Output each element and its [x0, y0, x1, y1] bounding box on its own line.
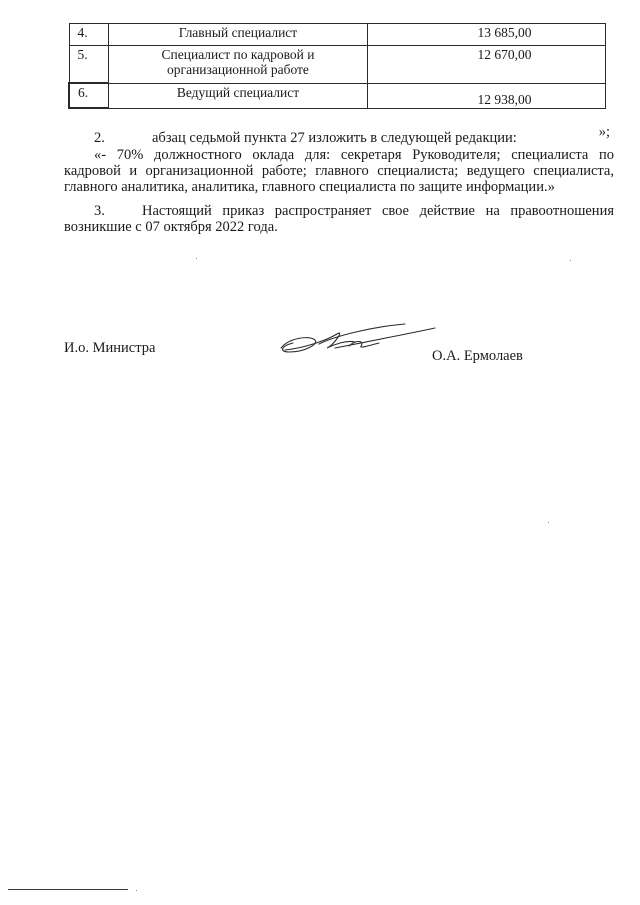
row-number: 5. [69, 46, 109, 84]
scan-speck [548, 522, 549, 523]
closing-quote-mark: »; [598, 124, 610, 140]
row-number: 6. [69, 83, 109, 108]
table-row [69, 83, 606, 108]
salary-table [68, 23, 606, 109]
salary-amount: 12 938,00 [368, 83, 606, 108]
position-name: Ведущий специалист [109, 83, 368, 108]
row-number: 4. [69, 24, 109, 46]
table-row [69, 46, 606, 84]
item-text: абзац седьмой пункта 27 изложить в следующей редакции: [152, 130, 517, 146]
position-name-line: Специалист по кадровой и [161, 47, 315, 62]
position-name-line: организационной работе [167, 62, 309, 77]
position-name [109, 46, 368, 84]
item-number: 3. [94, 203, 105, 219]
item-3 [64, 203, 614, 235]
handwritten-signature [275, 318, 440, 360]
item-2 [64, 130, 614, 146]
salary-amount: 12 670,00 [368, 46, 606, 84]
scan-speck [136, 890, 137, 891]
table-row [69, 24, 606, 46]
scan-speck [570, 260, 571, 261]
salary-amount: 13 685,00 [368, 24, 606, 46]
item-number: 2. [94, 130, 105, 146]
quoted-paragraph: «- 70% должностного оклада для: секретаря Руководителя; специалиста по кадровой и организационной работе; главного специалиста; ведущего специалиста, главного аналитика, аналитика, главного специалиста по защите информации.» [64, 147, 614, 195]
signatory-name: О.А. Ермолаев [432, 348, 523, 364]
signatory-title: И.о. Министра [64, 340, 156, 356]
scan-speck [196, 258, 197, 259]
footnote-separator [8, 889, 128, 890]
position-name: Главный специалист [109, 24, 368, 46]
item-text: Настоящий приказ распространяет свое действие на правоотношения возникшие с 07 октября 2022 года. [64, 203, 614, 235]
